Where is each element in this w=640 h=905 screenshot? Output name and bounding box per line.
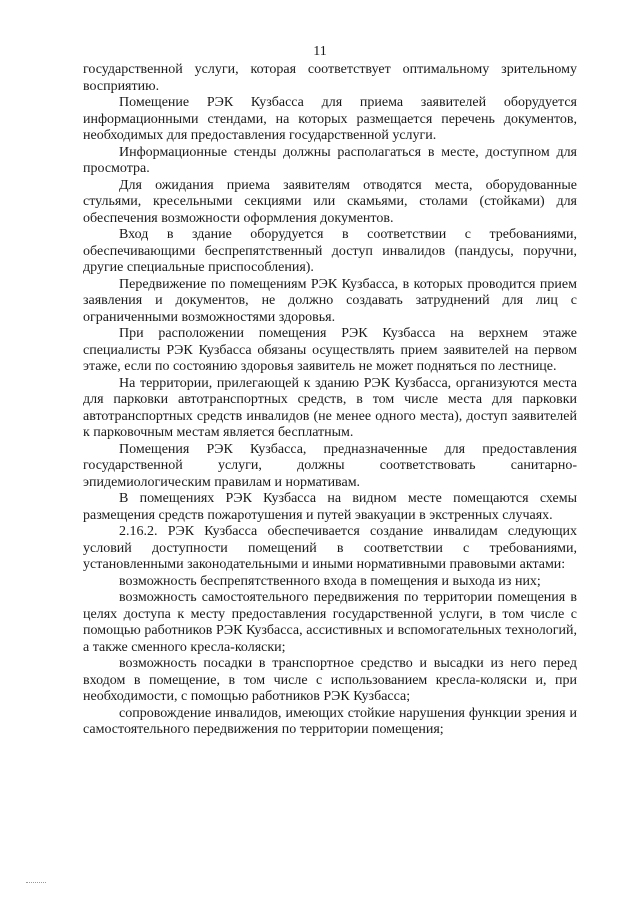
paragraph: государственной услуги, которая соответствует оптимальному зрительному восприятию.: [83, 62, 577, 94]
paragraph: Информационные стенды должны располагаться в месте, доступном для просмотра.: [83, 144, 577, 176]
list-item: возможность посадки в транспортное средство и высадки из него перед входом в помещение, в том числе с использованием кресла-коляски и, при необходимости, с помощью работников РЭК Кузбасса;: [83, 656, 577, 704]
paragraph: Помещения РЭК Кузбасса, предназначенные для предоставления государственной услуги, должны соответствовать санитарно-эпидемиологическим правилам и нормативам.: [83, 441, 577, 490]
paragraph: При расположении помещения РЭК Кузбасса на верхнем этаже специалисты РЭК Кузбасса обязаны осуществлять прием заявителей на первом этаже, если по состоянию здоровья заявитель не может подняться по лестнице.: [83, 326, 577, 374]
paragraph: Вход в здание оборудуется в соответствии с требованиями, обеспечивающими беспрепятственный доступ инвалидов (пандусы, поручни, другие специальные приспособления).: [83, 227, 577, 275]
paragraph: Для ожидания приема заявителям отводятся места, оборудованные стульями, кресельными секциями или скамьями, столами (стойками) для обеспечения возможности оформления документов.: [83, 177, 577, 226]
paragraph: На территории, прилегающей к зданию РЭК Кузбасса, организуются места для парковки автотранспортных средств, в том числе места для парковки автотранспортных средств инвалидов (не менее одного места), доступ заявителей к парковочным местам является бесплатным.: [83, 375, 577, 440]
paragraph: Передвижение по помещениям РЭК Кузбасса, в которых проводится прием заявления и документов, не должно создавать затруднений для лиц с ограниченными возможностями здоровья.: [83, 276, 577, 325]
list-item: возможность самостоятельного передвижения по территории помещения в целях доступа к месту предоставления государственной услуги, в том числе с помощью работников РЭК Кузбасса, ассистивных и вспомогательных технологий, а также сменного кресла-коляски;: [83, 590, 577, 655]
paragraph: В помещениях РЭК Кузбасса на видном месте помещаются схемы размещения средств пожаротушения и путей эвакуации в экстренных случаях.: [83, 491, 577, 523]
paragraph: Помещение РЭК Кузбасса для приема заявителей оборудуется информационными стендами, на которых размещается перечень документов, необходимых для предоставления государственной услуги.: [83, 95, 577, 143]
list-item: возможность беспрепятственного входа в помещения и выхода из них;: [119, 573, 541, 589]
scan-mark: [26, 882, 46, 883]
page-number: 11: [313, 44, 327, 59]
list-item: сопровождение инвалидов, имеющих стойкие нарушения функции зрения и самостоятельного передвижения по территории помещения;: [83, 705, 577, 737]
paragraph: 2.16.2. РЭК Кузбасса обеспечивается создание инвалидам следующих условий доступности помещений в соответствии с требованиями, установленными законодательными и иными нормативными правовыми актами:: [83, 524, 577, 572]
document-body: [83, 62, 577, 739]
